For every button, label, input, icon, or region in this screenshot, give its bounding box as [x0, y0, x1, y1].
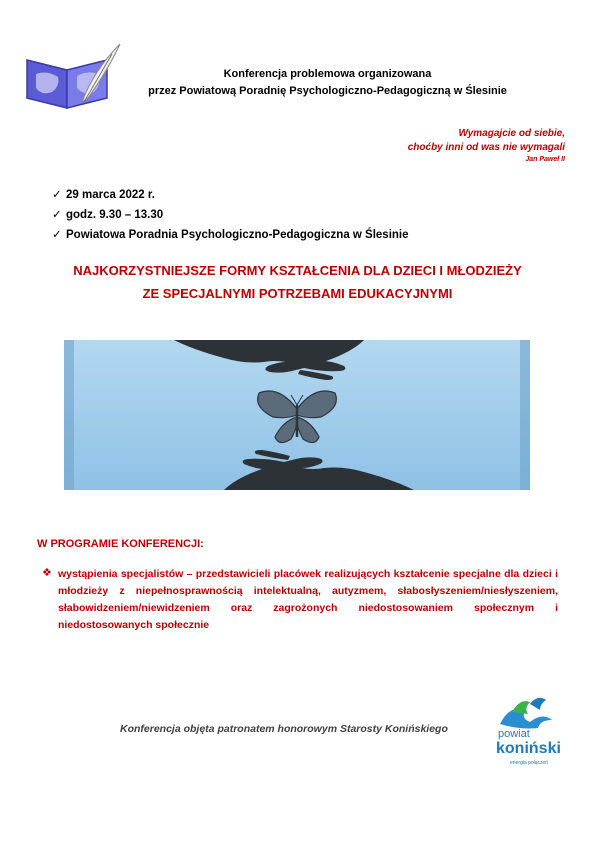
- powiat-logo-tagline: energia połączeń: [510, 760, 549, 766]
- diamond-bullet-icon: ❖: [42, 567, 52, 579]
- info-time: [52, 207, 163, 221]
- conference-organizer-line2: przez Powiatową Poradnię Psychologiczno-Pedagogiczną w Ślesinie: [148, 85, 507, 97]
- hands-butterfly-banner-image: [64, 340, 530, 490]
- powiat-logo-name: koniński: [496, 740, 561, 757]
- info-date: [52, 187, 155, 201]
- program-item: wystąpienia specjalistów – przedstawicieli placówek realizujących kształcenie specjalne dla dzieci i młodzieży z niepełnosprawnością intelektualną, autyzmem, słabosłyszeniem/niesłyszeniem, słabowidzeniem/niewidzeniem oraz zagrożonych niedostosowaniem społecznym i niedostosowanych społecznie: [58, 568, 558, 631]
- powiat-logo-word: powiat: [498, 728, 530, 740]
- checkmark-icon: ✓: [52, 189, 62, 201]
- info-place: [52, 227, 409, 241]
- program-heading: W PROGRAMIE KONFERENCJI:: [37, 538, 204, 550]
- checkmark-icon: ✓: [52, 209, 62, 221]
- conference-organizer-line1: Konferencja problemowa organizowana: [223, 68, 432, 80]
- info-place-text: Powiatowa Poradnia Psychologiczno-Pedagogiczna w Ślesinie: [66, 229, 409, 241]
- checkmark-icon: ✓: [52, 229, 62, 241]
- info-time-text: godz. 9.30 – 13.30: [66, 209, 164, 221]
- conference-title-line1: NAJKORZYSTNIEJSZE FORMY KSZTAŁCENIA DLA DZIECI I MŁODZIEŻY: [73, 263, 522, 278]
- patronage-note: Konferencja objęta patronatem honorowym Starosty Konińskiego: [120, 723, 448, 735]
- quote-line2: choćby inni od was nie wymagali: [407, 142, 565, 153]
- quote-line1: Wymagajcie od siebie,: [458, 128, 565, 139]
- quote-author: Jan Paweł II: [525, 156, 565, 163]
- conference-title-line2: ZE SPECJALNYMI POTRZEBAMI EDUKACYJNYMI: [142, 286, 453, 301]
- info-date-text: 29 marca 2022 r.: [66, 189, 155, 201]
